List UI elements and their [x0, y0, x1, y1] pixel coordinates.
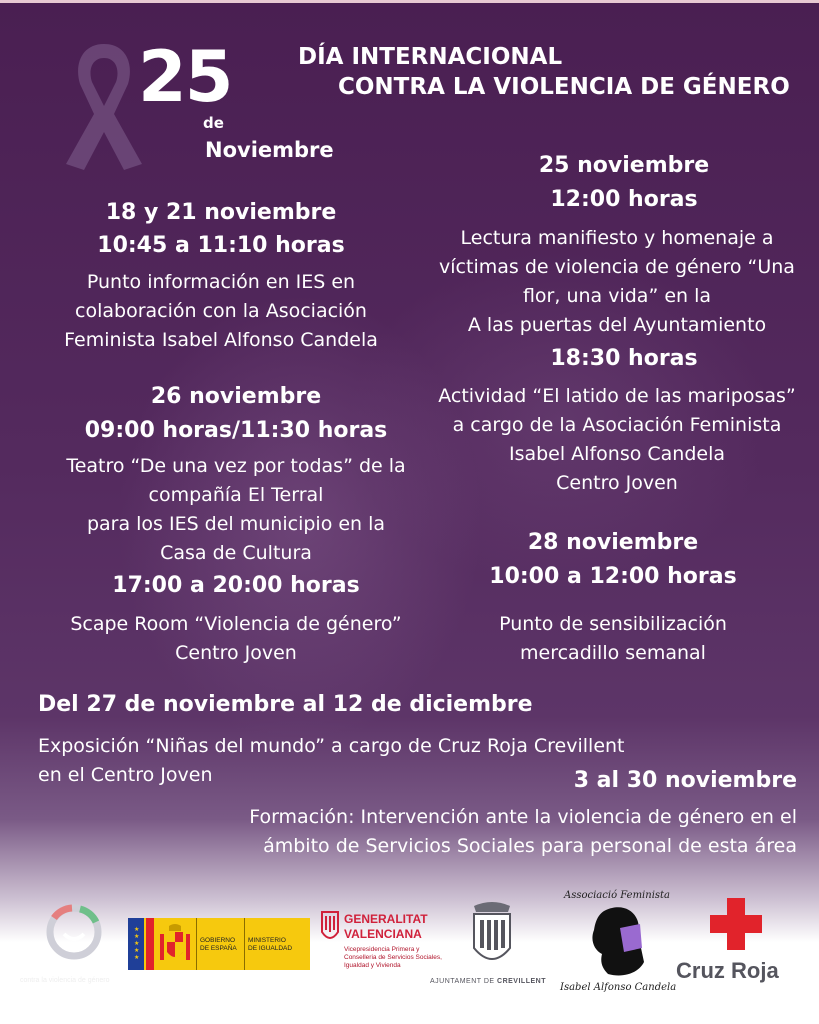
event-2-date: 26 noviembre	[150, 384, 322, 409]
day-number: 25	[138, 36, 232, 118]
pacto-estado-word: Estado	[72, 960, 116, 975]
pacto-estado-emblem-icon	[14, 902, 126, 962]
event-3-line-1: Lectura manifiesto y homenaje a	[460, 227, 774, 249]
title-line-1: DÍA INTERNACIONAL	[298, 44, 563, 70]
pacto-de-word: de	[57, 964, 69, 975]
event-4-line-2: mercadillo semanal	[520, 642, 706, 664]
event-2b-line-2: Centro Joven	[175, 642, 297, 664]
woman-silhouette-icon	[578, 902, 654, 982]
gobierno-espana-logo	[128, 918, 310, 970]
event-4-line-1: Punto de sensibilización	[499, 613, 727, 635]
event-5-date: Del 27 de noviembre al 12 de diciembre	[38, 692, 533, 717]
event-4-date: 28 noviembre	[527, 530, 699, 555]
asociacion-top-text: Associació Feminista	[564, 890, 671, 901]
event-5-line-2: en el Centro Joven	[38, 764, 213, 786]
event-1-date: 18 y 21 noviembre	[105, 200, 337, 225]
cruz-roja-name: Cruz Roja	[676, 958, 779, 983]
event-3-time-2: 18:30 horas	[550, 346, 698, 371]
event-2-line-4: Casa de Cultura	[160, 542, 312, 564]
event-3b-line-1: Actividad “El latido de las mariposas”	[438, 385, 796, 407]
event-3-line-2: víctimas de violencia de género “Una	[439, 256, 795, 278]
event-2-time: 09:00 horas/11:30 horas	[84, 418, 388, 443]
event-3-line-4: A las puertas del Ayuntamiento	[467, 314, 767, 336]
pacto-subtitle: contra la violencia de género	[20, 977, 110, 984]
gobierno-label: GOBIERNO DE ESPAÑA	[200, 937, 237, 952]
generalitat-sub-1: Vicepresidencia Primera y	[344, 946, 420, 953]
event-3-line-3: flor, una vida” en la	[522, 285, 712, 307]
event-2-line-3: para los IES del municipio en la	[86, 513, 386, 535]
crevillent-shield-icon	[468, 898, 516, 972]
generalitat-name-1: GENERALITAT	[344, 912, 428, 926]
top-border	[0, 0, 819, 3]
month-label: Noviembre	[205, 138, 334, 162]
pacto-estado-logo	[14, 902, 126, 992]
event-2b-line-1: Scape Room “Violencia de género”	[70, 613, 402, 635]
event-6-line-1: Formación: Intervención ante la violencia de género en el	[249, 806, 797, 828]
event-1-line-3: Feminista Isabel Alfonso Candela	[64, 329, 378, 351]
event-3b-line-2: a cargo de la Asociación Feminista	[452, 414, 782, 436]
event-4-time: 10:00 a 12:00 horas	[489, 564, 737, 589]
generalitat-sub-3: Igualdad y Vivienda	[344, 962, 401, 969]
eu-flag-icon: ★ ★ ★ ★ ★	[128, 918, 144, 970]
event-1-line-1: Punto información en IES en	[86, 271, 356, 293]
asociacion-feminista-logo	[558, 890, 676, 1002]
asociacion-bottom-text: Isabel Alfonso Candela	[560, 982, 677, 993]
spain-coat-of-arms-icon	[158, 924, 192, 964]
ministerio-label: MINISTERIO DE IGUALDAD	[248, 937, 293, 952]
event-6-line-2: ámbito de Servicios Sociales para personal de esta área	[263, 835, 797, 857]
crevillent-label: CREVILLENT	[497, 978, 546, 985]
generalitat-sub-2: Conselleria de Servicios Sociales,	[344, 954, 442, 961]
event-1-time: 10:45 a 11:10 horas	[97, 233, 345, 258]
event-3b-line-4: Centro Joven	[556, 472, 678, 494]
ajuntament-label: AJUNTAMENT DE	[430, 978, 498, 985]
cruz-roja-logo	[676, 896, 806, 990]
generalitat-shield-icon	[320, 910, 340, 946]
event-1-line-2: colaboración con la Asociación	[75, 300, 367, 322]
pacto-word: Pacto	[18, 960, 54, 975]
event-3-date: 25 noviembre	[538, 153, 710, 178]
event-6-date: 3 al 30 noviembre	[573, 768, 797, 793]
de-label: de	[203, 114, 224, 132]
event-2-line-2: compañía El Terral	[148, 484, 324, 506]
event-2-line-1: Teatro “De una vez por todas” de la	[66, 455, 406, 477]
title-line-2: CONTRA LA VIOLENCIA DE GÉNERO	[338, 74, 790, 100]
event-2-time-2: 17:00 a 20:00 horas	[112, 573, 360, 598]
red-cross-icon	[708, 896, 764, 952]
event-3-time: 12:00 horas	[550, 187, 698, 212]
ajuntament-crevillent-logo	[428, 898, 556, 990]
event-5-line-1: Exposición “Niñas del mundo” a cargo de Cruz Roja Crevillent	[38, 735, 625, 757]
event-3b-line-3: Isabel Alfonso Candela	[508, 443, 726, 465]
generalitat-name-2: VALENCIANA	[344, 927, 422, 941]
